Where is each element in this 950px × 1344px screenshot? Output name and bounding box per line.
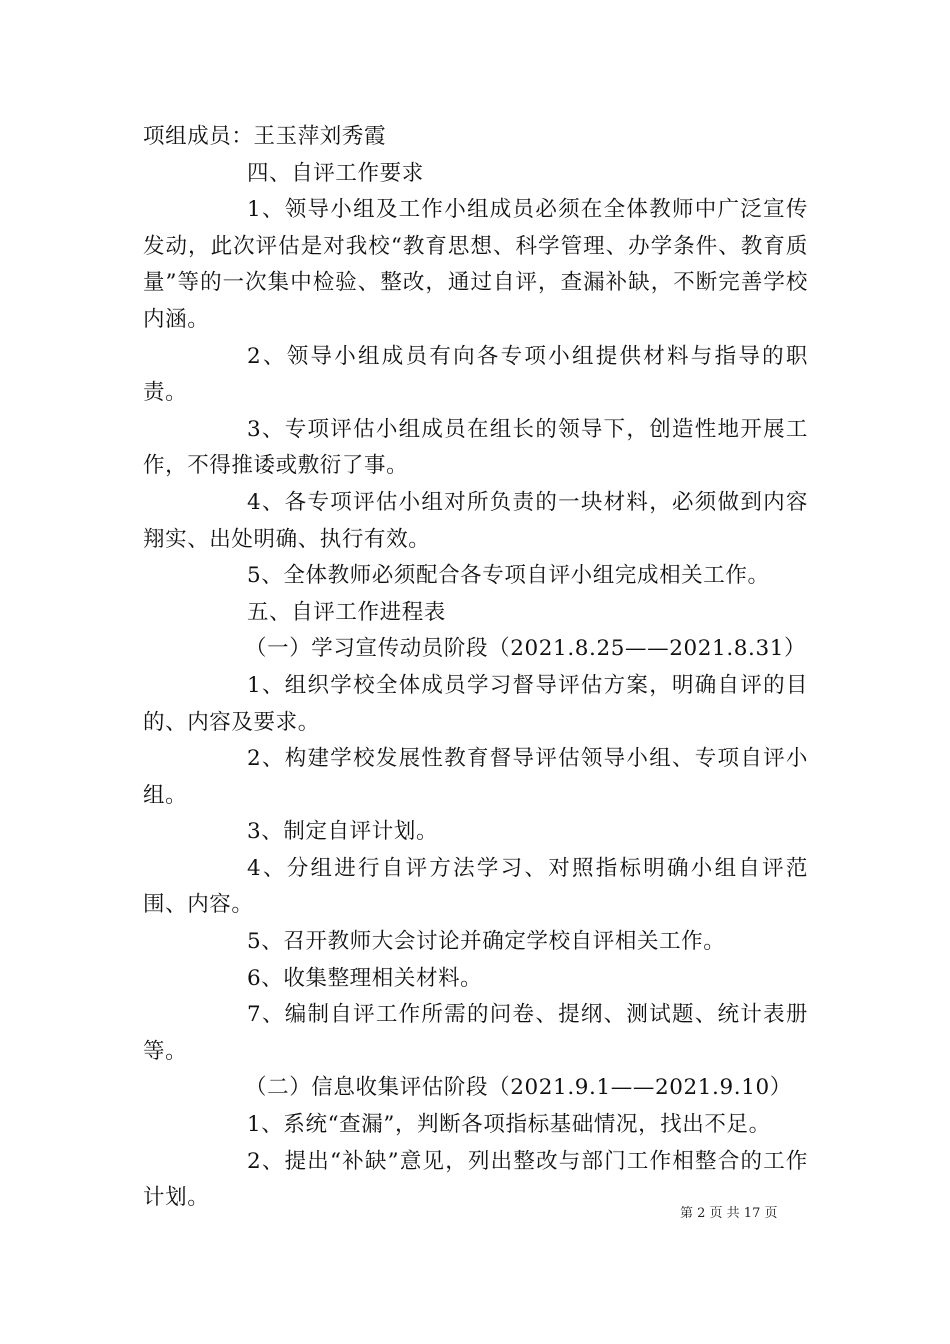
paragraph: 5、召开教师大会讨论并确定学校自评相关工作。	[247, 929, 726, 955]
paragraph: 4、各专项评估小组对所负责的一块材料，必须做到内容翔实、出处明确、执行有效。	[143, 489, 808, 552]
document-body	[143, 119, 808, 1217]
page-number: 第 2 页 共 17 页	[680, 1206, 778, 1221]
paragraph: 1、组织学校全体成员学习督导评估方案，明确自评的目的、内容及要求。	[143, 672, 808, 735]
paragraph: 3、制定自评计划。	[247, 819, 439, 845]
paragraph: 2、提出“补缺”意见，列出整改与部门工作相整合的工作计划。	[143, 1148, 808, 1211]
paragraph: 1、领导小组及工作小组成员必须在全体教师中广泛宣传发动，此次评估是对我校“教育思想、科学管理、办学条件、教育质量”等的一次集中检验、整改，通过自评，查漏补缺，不断完善学校内涵。	[143, 197, 808, 332]
paragraph: 3、专项评估小组成员在组长的领导下，创造性地开展工作，不得推诿或敷衍了事。	[143, 416, 808, 479]
paragraph: 7、编制自评工作所需的问卷、提纲、测试题、统计表册等。	[143, 1002, 808, 1064]
subsection-heading-2: （二）信息收集评估阶段（2021.9.1——2021.9.10）	[245, 1075, 792, 1101]
subsection-heading-1: （一）学习宣传动员阶段（2021.8.25——2021.8.31）	[245, 636, 807, 662]
section-heading-5: 五、自评工作进程表	[247, 599, 446, 625]
paragraph-team-members: 项组成员：王玉萍刘秀霞	[143, 124, 387, 149]
paragraph: 6、收集整理相关材料。	[247, 965, 483, 991]
paragraph: 5、全体教师必须配合各专项自评小组完成相关工作。	[247, 563, 770, 589]
paragraph: 2、构建学校发展性教育督导评估领导小组、专项自评小组。	[143, 746, 808, 808]
paragraph: 1、系统“查漏”，判断各项指标基础情况，找出不足。	[247, 1112, 771, 1138]
paragraph: 2、领导小组成员有向各专项小组提供材料与指导的职责。	[143, 343, 808, 406]
paragraph: 4、分组进行自评方法学习、对照指标明确小组自评范围、内容。	[143, 855, 808, 918]
section-heading-4: 四、自评工作要求	[247, 160, 424, 186]
